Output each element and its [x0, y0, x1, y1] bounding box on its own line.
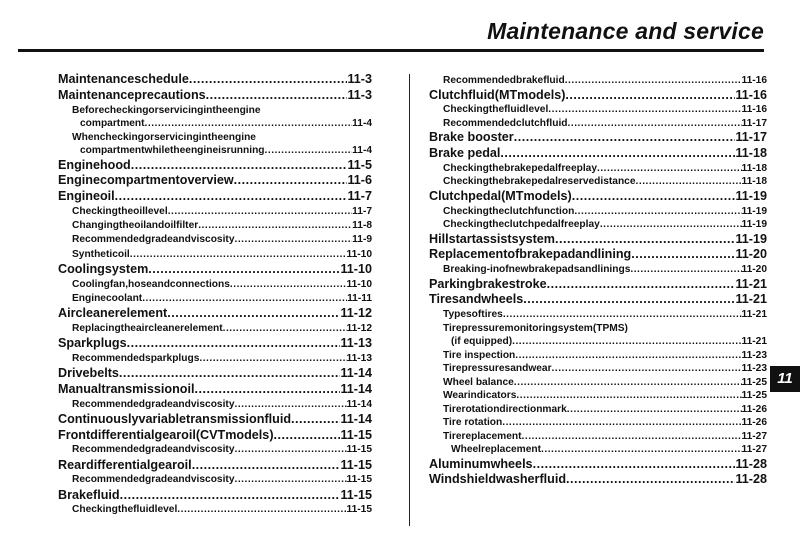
toc-entry-title: Windshieldwasherfluid — [429, 472, 567, 487]
toc-page-number: 11-12 — [340, 306, 372, 320]
toc-entry[interactable] — [429, 263, 767, 277]
toc-entry-title: Syntheticoil — [72, 248, 130, 260]
toc-entry[interactable] — [58, 428, 372, 444]
toc-entry[interactable] — [58, 336, 372, 352]
toc-entry-title: Whencheckingorservicingintheengine — [72, 131, 256, 143]
toc-entry-title: Tirereplacement — [443, 430, 522, 442]
dot-leader — [115, 189, 348, 205]
toc-entry[interactable] — [58, 117, 372, 131]
dot-leader — [502, 416, 741, 430]
toc-page-number: 11-6 — [347, 173, 372, 188]
toc-entry[interactable] — [58, 189, 372, 205]
toc-page-number: 11-28 — [735, 472, 767, 487]
toc-entry[interactable] — [58, 366, 372, 382]
toc-entry-title: Maintenanceprecautions — [58, 87, 206, 102]
toc-page-number: 11-18 — [741, 162, 767, 174]
toc-page-number: 11-16 — [735, 87, 767, 102]
toc-page-number: 11-14 — [340, 381, 372, 396]
toc-page-number: 11-7 — [347, 189, 372, 203]
toc-entry-title: Brakefluid — [58, 487, 120, 502]
dot-leader — [552, 362, 742, 376]
dot-leader — [235, 443, 347, 457]
toc-entry-title: Enginecoolant — [72, 292, 143, 304]
toc-page-number: 11-21 — [741, 336, 767, 347]
toc-entry[interactable] — [58, 219, 372, 233]
toc-entry[interactable] — [58, 488, 372, 504]
toc-page-number: 11-11 — [347, 292, 372, 304]
dot-leader — [597, 162, 741, 176]
dot-leader — [568, 117, 742, 131]
toc-page-number: 11-8 — [352, 220, 372, 231]
toc-entry-title: Coolingsystem — [58, 261, 149, 276]
toc-entry-title: Recommendedgradeandviscosity — [72, 234, 235, 246]
dot-leader — [194, 382, 340, 398]
toc-page-number: 11-16 — [741, 104, 767, 116]
toc-entry[interactable] — [58, 144, 372, 158]
toc-entry[interactable] — [58, 398, 372, 412]
dot-leader — [168, 205, 352, 219]
toc-entry[interactable] — [429, 277, 767, 293]
toc-entry-title: Beforecheckingorservicingintheengine — [72, 104, 261, 116]
dot-leader — [548, 103, 741, 117]
toc-page-number: 11-19 — [741, 219, 767, 230]
toc-page-number: 11-17 — [741, 117, 767, 129]
dot-leader — [567, 403, 742, 417]
toc-entry[interactable] — [58, 248, 372, 262]
toc-entry-title: Changingtheoilandoilfilter — [72, 220, 199, 231]
toc-entry-title: Tirerotationdirectionmark — [443, 403, 567, 415]
dot-leader — [500, 146, 735, 162]
dot-leader — [555, 232, 735, 248]
toc-entry-title: Drivebelts — [58, 366, 119, 380]
toc-entry[interactable] — [429, 472, 767, 488]
toc-page-number: 11-3 — [347, 72, 372, 86]
dot-leader — [631, 247, 735, 263]
toc-entry-title: Coolingfan,hoseandconnections — [72, 278, 230, 290]
toc-entry-title: Enginehood — [58, 157, 131, 172]
dot-leader — [235, 473, 347, 487]
dot-leader — [565, 88, 735, 104]
toc-entry[interactable] — [429, 205, 767, 219]
toc-right-column — [429, 74, 767, 488]
toc-page-number: 11-13 — [340, 336, 372, 350]
dot-leader — [177, 503, 346, 517]
page-title: Maintenance and service — [487, 18, 764, 44]
toc-page-number: 11-27 — [741, 430, 767, 442]
toc-entry[interactable] — [429, 308, 767, 322]
dot-leader — [167, 306, 340, 322]
toc-left-column — [58, 72, 372, 518]
toc-page-number: 11-5 — [347, 157, 372, 172]
dot-leader — [547, 277, 736, 293]
toc-entry-title: Breaking-inofnewbrakepadsandlinings — [443, 264, 631, 275]
toc-entry-title: compartmentwhiletheengineisrunning — [80, 145, 265, 156]
toc-entry-title: (if equipped) — [451, 336, 513, 347]
toc-page-number: 11-4 — [352, 145, 372, 156]
toc-page-number: 11-14 — [346, 398, 372, 410]
toc-page-number: 11-15 — [346, 444, 372, 456]
toc-page-number: 11-15 — [340, 457, 372, 472]
dot-leader — [565, 74, 742, 88]
toc-entry[interactable] — [429, 103, 767, 117]
toc-entry[interactable] — [58, 233, 372, 247]
toc-page-number: 11-25 — [741, 376, 767, 388]
toc-page-number: 11-19 — [735, 188, 767, 203]
dot-leader — [636, 175, 742, 189]
toc-page-number: 11-16 — [741, 75, 767, 86]
toc-entry-title: Recommendedgradeandviscosity — [72, 398, 235, 410]
dot-leader — [130, 248, 347, 262]
toc-entry-title: Sparkplugs — [58, 336, 127, 350]
toc-page-number: 11-19 — [735, 231, 767, 246]
toc-entry[interactable] — [58, 412, 372, 428]
toc-page-number: 11-21 — [735, 276, 767, 291]
toc-entry[interactable] — [429, 247, 767, 263]
dot-leader — [516, 389, 741, 403]
toc-entry-title: Replacementofbrakepadandlining — [429, 247, 632, 262]
dot-leader — [142, 292, 347, 306]
toc-entry-title: Checkingthefluidlevel — [443, 104, 549, 116]
dot-leader — [514, 376, 742, 390]
toc-entry-title: Parkingbrakestroke — [429, 276, 547, 291]
toc-entry[interactable] — [58, 131, 372, 145]
dot-leader — [512, 335, 741, 349]
dot-leader — [515, 349, 741, 363]
toc-entry[interactable] — [58, 205, 372, 219]
dot-leader — [119, 366, 341, 382]
toc-entry-title: Checkingtheoillevel — [72, 205, 168, 217]
toc-entry-title: Brake booster — [429, 130, 514, 145]
toc-entry[interactable] — [429, 232, 767, 248]
toc-entry[interactable] — [58, 352, 372, 366]
dot-leader — [198, 219, 352, 233]
toc-entry[interactable] — [429, 74, 767, 88]
toc-page-number: 11-23 — [741, 349, 767, 361]
toc-entry[interactable] — [429, 403, 767, 417]
dot-leader — [234, 173, 348, 189]
dot-leader — [206, 88, 348, 104]
toc-entry[interactable] — [58, 503, 372, 517]
toc-entry[interactable] — [429, 162, 767, 176]
toc-entry[interactable] — [58, 88, 372, 104]
dot-leader — [522, 430, 742, 444]
toc-page-number: 11-15 — [346, 474, 372, 486]
toc-entry-title: compartment — [80, 118, 145, 129]
toc-page-number: 11-25 — [741, 390, 767, 401]
toc-entry-title: Frontdifferentialgearoil(CVTmodels) — [58, 427, 274, 442]
toc-page-number: 11-23 — [741, 363, 767, 374]
toc-page-number: 11-20 — [735, 247, 767, 262]
toc-entry[interactable] — [429, 146, 767, 162]
dot-leader — [199, 352, 346, 366]
toc-page-number: 11-18 — [735, 146, 767, 160]
toc-entry[interactable] — [58, 72, 372, 88]
toc-entry-title: Aircleanerelement — [58, 306, 168, 320]
toc-entry[interactable] — [429, 443, 767, 457]
toc-entry-title: Checkingthebrakepedalreservedistance — [443, 176, 636, 188]
toc-entry[interactable] — [429, 218, 767, 232]
toc-entry-title: Replacingtheaircleanerelement — [72, 322, 223, 334]
toc-entry-title: Tirepressuremonitoringsystem(TPMS) — [443, 322, 628, 334]
toc-entry-title: Tirepressuresandwear — [443, 363, 552, 374]
toc-entry[interactable] — [429, 117, 767, 131]
dot-leader — [148, 262, 340, 278]
dot-leader — [541, 443, 741, 457]
toc-entry[interactable] — [429, 189, 767, 205]
toc-entry[interactable] — [429, 292, 767, 308]
toc-page-number: 11-10 — [340, 261, 372, 276]
toc-entry-title: Continuouslyvariabletransmissionfluid — [58, 411, 292, 426]
toc-page-number: 11-10 — [346, 278, 372, 290]
toc-entry[interactable] — [429, 389, 767, 403]
dot-leader — [223, 322, 347, 336]
dot-leader — [192, 458, 341, 474]
dot-leader — [145, 117, 353, 131]
toc-entry-title: Recommendedclutchfluid — [443, 117, 568, 129]
toc-entry-title: Checkingtheclutchpedalfreeplay — [443, 219, 600, 230]
toc-page-number: 11-19 — [741, 205, 767, 217]
toc-entry[interactable] — [429, 349, 767, 363]
toc-page-number: 11-3 — [347, 87, 372, 102]
toc-entry[interactable] — [58, 104, 372, 118]
dot-leader — [523, 292, 735, 308]
toc-entry-title: Typesoftires — [443, 309, 503, 320]
dot-leader — [120, 488, 341, 504]
toc-entry-title: Aluminumwheels — [429, 456, 533, 471]
dot-leader — [566, 472, 735, 488]
toc-entry[interactable] — [58, 473, 372, 487]
toc-entry[interactable] — [429, 416, 767, 430]
toc-entry-title: Checkingthebrakepedalfreeplay — [443, 162, 598, 174]
toc-entry-title: Wearindicators — [443, 390, 517, 401]
toc-entry[interactable] — [58, 382, 372, 398]
toc-entry-title: Clutchfluid(MTmodels) — [429, 87, 566, 102]
toc-entry-title: Clutchpedal(MTmodels) — [429, 188, 572, 203]
toc-entry[interactable] — [429, 430, 767, 444]
dot-leader — [274, 428, 341, 444]
toc-page-number: 11-26 — [741, 403, 767, 415]
toc-page-number: 11-17 — [735, 130, 767, 145]
toc-page-number: 11-15 — [346, 504, 372, 516]
toc-entry-title: Reardifferentialgearoil — [58, 457, 192, 472]
dot-leader — [127, 336, 341, 352]
dot-leader — [230, 278, 347, 292]
toc-page-number: 11-7 — [352, 205, 372, 217]
dot-leader — [574, 205, 741, 219]
dot-leader — [131, 158, 348, 174]
toc-entry[interactable] — [58, 306, 372, 322]
toc-entry-title: Manualtransmissionoil — [58, 381, 195, 396]
toc-page-number: 11-13 — [346, 352, 372, 364]
toc-entry-title: Tire rotation — [443, 417, 503, 428]
toc-entry[interactable] — [58, 292, 372, 306]
dot-leader — [533, 457, 736, 473]
toc-page-number: 11-20 — [741, 264, 767, 275]
toc-page-number: 11-4 — [352, 118, 372, 129]
toc-page-number: 11-15 — [340, 487, 372, 502]
toc-page-number: 11-10 — [346, 248, 372, 260]
toc-page-number: 11-12 — [346, 322, 372, 334]
dot-leader — [503, 308, 742, 322]
toc-page-number: 11-21 — [741, 309, 767, 320]
toc-entry-title: Recommendedsparkplugs — [72, 352, 200, 364]
column-divider — [409, 74, 410, 526]
toc-entry-title: Recommendedgradeandviscosity — [72, 444, 235, 456]
chapter-tab[interactable]: 11 — [770, 366, 800, 392]
toc-entry-title: Checkingtheclutchfunction — [443, 205, 575, 217]
toc-page-number: 11-14 — [340, 366, 372, 380]
toc-entry-title: Checkingthefluidlevel — [72, 504, 178, 516]
toc-entry-title: Wheelreplacement — [451, 444, 542, 455]
toc-entry-title: Maintenanceschedule — [58, 72, 189, 86]
dot-leader — [235, 398, 347, 412]
toc-entry-title: Enginecompartmentoverview — [58, 173, 234, 188]
toc-entry-title: Brake pedal — [429, 146, 501, 160]
toc-entry[interactable] — [58, 443, 372, 457]
toc-entry-title: Engineoil — [58, 189, 115, 203]
toc-entry-title: Wheel balance — [443, 376, 514, 388]
toc-page-number: 11-14 — [340, 411, 372, 426]
toc-page-number: 11-9 — [352, 234, 372, 246]
toc-page-number: 11-26 — [741, 417, 767, 428]
toc-page-number: 11-28 — [735, 456, 767, 471]
toc-entry[interactable] — [429, 130, 767, 146]
dot-leader — [600, 218, 742, 232]
dot-leader — [265, 144, 353, 158]
toc-page-number: 11-21 — [735, 292, 767, 307]
toc-entry[interactable] — [58, 278, 372, 292]
dot-leader — [235, 233, 353, 247]
toc-entry[interactable] — [58, 458, 372, 474]
toc-entry[interactable] — [429, 322, 767, 336]
toc-entry-title: Recommendedgradeandviscosity — [72, 474, 235, 486]
toc-page-number: 11-18 — [741, 176, 767, 188]
toc-entry[interactable] — [429, 175, 767, 189]
toc-entry[interactable] — [429, 457, 767, 473]
toc-entry[interactable] — [429, 362, 767, 376]
dot-leader — [189, 72, 348, 88]
toc-entry-title: Recommendedbrakefluid — [443, 75, 565, 86]
dot-leader — [630, 263, 741, 277]
toc-entry[interactable] — [429, 88, 767, 104]
dot-leader — [572, 189, 736, 205]
toc-page-number: 11-15 — [340, 427, 372, 442]
header-rule — [18, 49, 764, 52]
toc-entry[interactable] — [58, 158, 372, 174]
toc-entry-title: Tiresandwheels — [429, 292, 524, 307]
dot-leader — [291, 412, 340, 428]
toc-entry[interactable] — [429, 376, 767, 390]
toc-page-number: 11-27 — [741, 444, 767, 455]
dot-leader — [514, 130, 736, 146]
toc-entry-title: Hillstartassistsystem — [429, 231, 556, 246]
toc-entry[interactable] — [58, 262, 372, 278]
toc-entry[interactable] — [58, 322, 372, 336]
toc-entry[interactable] — [429, 335, 767, 349]
toc-entry-title: Tire inspection — [443, 349, 516, 361]
toc-entry[interactable] — [58, 173, 372, 189]
